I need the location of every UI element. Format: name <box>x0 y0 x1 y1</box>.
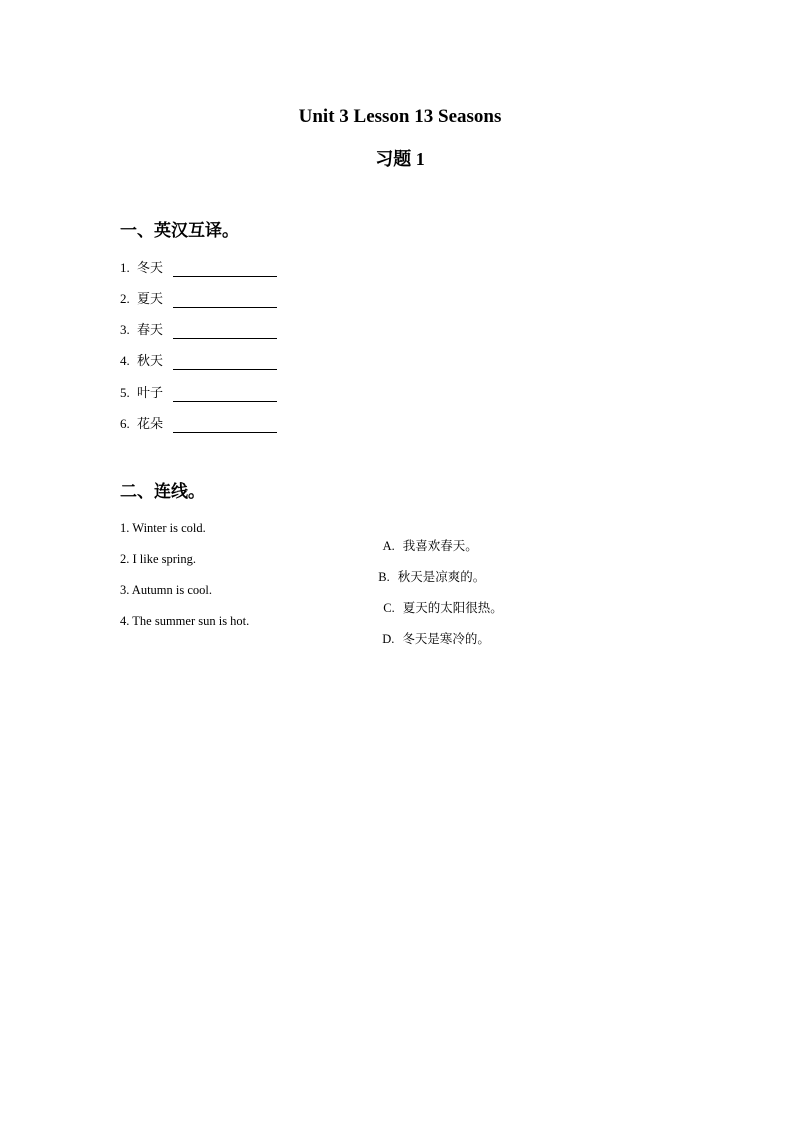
vocab-word: 冬天 <box>137 260 164 275</box>
section2-heading: 二、连线。 <box>120 482 205 501</box>
vocab-number: 5. <box>120 385 130 400</box>
vocab-number: 3. <box>120 322 130 337</box>
match-right-item <box>376 612 490 648</box>
vocab-word: 叶子 <box>137 385 164 400</box>
vocab-item <box>120 290 277 308</box>
vocab-number: 4. <box>120 353 130 368</box>
answer-blank[interactable] <box>173 293 277 308</box>
answer-blank[interactable] <box>173 418 277 433</box>
vocab-word: 夏天 <box>137 291 164 306</box>
match-left-item: 3. Autumn is cool. <box>120 583 213 597</box>
vocab-item <box>120 352 277 370</box>
answer-blank[interactable] <box>173 387 277 402</box>
vocab-item <box>120 321 277 339</box>
page-title-text: Unit 3 Lesson 13 Seasons <box>298 106 502 127</box>
page-subtitle-text: 习题 1 <box>375 149 425 169</box>
match-text: 冬天是寒冷的。 <box>402 632 490 646</box>
match-letter: D. <box>382 632 395 646</box>
match-text: 秋天是凉爽的。 <box>397 570 486 584</box>
answer-blank[interactable] <box>173 324 277 339</box>
answer-blank[interactable] <box>173 262 277 277</box>
answer-blank[interactable] <box>173 355 277 370</box>
match-letter: C. <box>383 601 395 615</box>
vocab-number: 1. <box>120 260 130 275</box>
vocab-number: 2. <box>120 291 130 306</box>
section1-heading: 一、英汉互译。 <box>120 221 239 240</box>
vocab-item <box>120 415 277 433</box>
vocab-word: 秋天 <box>137 353 164 368</box>
match-letter: B. <box>378 570 390 584</box>
match-left-item: 1. Winter is cold. <box>120 521 206 535</box>
vocab-word: 花朵 <box>137 416 164 431</box>
vocab-item <box>120 384 277 402</box>
page-subtitle <box>0 146 794 172</box>
vocab-item <box>120 259 277 277</box>
match-letter: A. <box>382 539 395 553</box>
vocab-word: 春天 <box>137 322 164 337</box>
match-text: 夏天的太阳很热。 <box>402 601 503 615</box>
page-title <box>0 104 794 130</box>
match-text: 我喜欢春天。 <box>402 539 478 553</box>
match-left-item: 4. The summer sun is hot. <box>120 614 250 628</box>
match-left-item: 2. I like spring. <box>120 552 197 566</box>
vocab-number: 6. <box>120 416 130 431</box>
